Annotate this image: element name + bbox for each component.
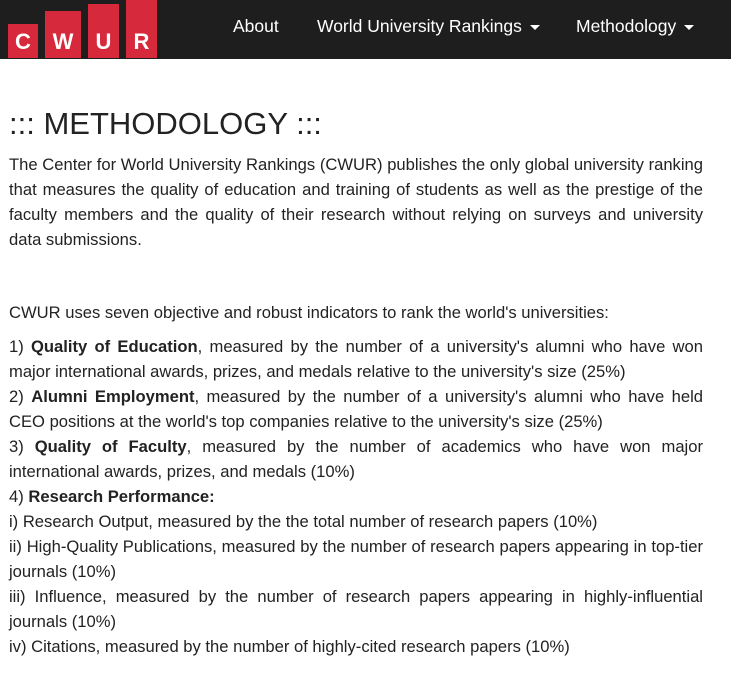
- sub-indicator-item: iv) Citations, measured by the number of highly-cited research papers (10%): [9, 637, 570, 656]
- cwur-logo[interactable]: [0, 0, 160, 59]
- logo-letter-u: U: [88, 4, 119, 58]
- nav-rankings-dropdown[interactable]: [317, 0, 540, 53]
- indicator-name: Quality of Faculty: [34, 437, 187, 456]
- nav-rankings-label: World University Rankings: [317, 16, 522, 36]
- indicator-item: 3) Quality of Faculty, measured by the number of academics who have won major international awards, prizes, and medals (10%): [9, 437, 703, 481]
- indicators-intro: CWUR uses seven objective and robust indicators to rank the world's universities:: [9, 303, 609, 322]
- page-title: ::: METHODOLOGY :::: [9, 106, 322, 141]
- nav-methodology-dropdown[interactable]: [576, 0, 694, 53]
- indicator-item: 1) Quality of Education, measured by the number of a university's alumni who have won major international awards, prizes, and medals relative to the university's size (25%): [9, 337, 703, 381]
- logo-letter-w: W: [45, 11, 81, 58]
- indicator-item: 2) Alumni Employment, measured by the number of a university's alumni who have held CEO positions at the world's top companies relative to the university's size (25%): [9, 387, 704, 431]
- indicator-item: 4) Research Performance:: [9, 487, 215, 506]
- sub-indicator-item: i) Research Output, measured by the the total number of research papers (10%): [9, 512, 598, 531]
- chevron-down-icon: [530, 25, 540, 30]
- indicator-name: Research Performance:: [28, 487, 215, 506]
- top-navbar: [0, 0, 731, 59]
- logo-letter-r: R: [126, 0, 157, 58]
- intro-paragraph: The Center for World University Rankings (CWUR) publishes the only global university ranking that measures the quality of education and training of students as well as the prestige of the faculty members and the quality of their research without relying on surveys and university data submissions.: [9, 155, 703, 249]
- main-content: [9, 104, 703, 659]
- chevron-down-icon: [684, 25, 694, 30]
- indicator-list: [9, 334, 703, 659]
- nav-methodology-label: Methodology: [576, 16, 677, 36]
- indicator-name: Quality of Education: [31, 337, 198, 356]
- sub-indicator-item: ii) High-Quality Publications, measured by the number of research papers appearing in top-tier journals (10%): [9, 537, 703, 581]
- indicator-name: Alumni Employment: [31, 387, 195, 406]
- nav-about-link[interactable]: [233, 0, 279, 53]
- nav-about-label: About: [233, 16, 279, 36]
- logo-letter-c: C: [8, 24, 38, 58]
- sub-indicator-item: iii) Influence, measured by the number of research papers appearing in highly-influential journals (10%): [9, 587, 703, 631]
